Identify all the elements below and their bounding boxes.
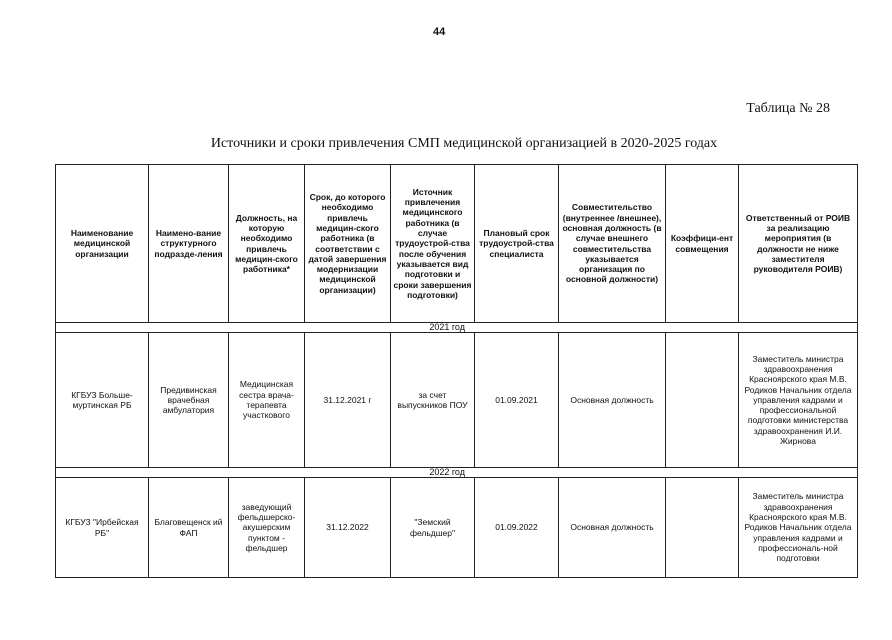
year-row-2021 xyxy=(56,323,858,333)
header-position: Должность, на которую необходимо привлечь медицин-ского работника* xyxy=(229,165,305,323)
header-combination: Совместительство (внутреннее /внешнее), основная должность (в случае внешнего совместительства указывается организация по основной должности) xyxy=(559,165,666,323)
cell-source: "Земский фельдшер" xyxy=(391,478,475,578)
header-deadline: Срок, до которого необходимо привлечь медицин-ского работника (в соответствии с датой завершения модернизации медицинской организации) xyxy=(305,165,391,323)
table-label: Таблица № 28 xyxy=(746,101,830,116)
cell-source: за счет выпускников ПОУ xyxy=(391,333,475,468)
year-label: 2022 год xyxy=(56,468,858,478)
cell-position: Медицинская сестра врача-терапевта участкового xyxy=(229,333,305,468)
cell-position: заведующий фельдшерско-акушерским пунктом - фельдшер xyxy=(229,478,305,578)
header-row xyxy=(56,165,858,323)
header-organization: Наименование медицинской организации xyxy=(56,165,149,323)
table-row xyxy=(56,478,858,578)
table-row xyxy=(56,333,858,468)
cell-responsible: Заместитель министра здравоохранения Красноярского края М.В. Родиков Начальник отдела управления кадрами и профессиональ-ной подготовки xyxy=(739,478,858,578)
year-label: 2021 год xyxy=(56,323,858,333)
cell-combination: Основная должность xyxy=(559,333,666,468)
cell-planned-date: 01.09.2021 xyxy=(475,333,559,468)
header-coefficient: Коэффици-ент совмещения xyxy=(666,165,739,323)
year-row-2022 xyxy=(56,468,858,478)
header-responsible: Ответственный от РОИВ за реализацию мероприятия (в должности не ниже заместителя руководителя РОИВ) xyxy=(739,165,858,323)
cell-planned-date: 01.09.2022 xyxy=(475,478,559,578)
cell-organization: КГБУЗ Больше-муртинская РБ xyxy=(56,333,149,468)
staffing-table xyxy=(55,164,858,578)
header-source: Источник привлечения медицинского работника (в случае трудоустрой-ства после обучения указывается вид подготовки и сроки завершения подготовки) xyxy=(391,165,475,323)
cell-combination: Основная должность xyxy=(559,478,666,578)
table-title xyxy=(0,136,892,152)
cell-deadline: 31.12.2022 xyxy=(305,478,391,578)
header-planned-date: Плановый срок трудоустрой-ства специалиста xyxy=(475,165,559,323)
cell-responsible: Заместитель министра здравоохранения Красноярского края М.В. Родиков Начальник отдела управления кадрами и профессиональной подготовки министерства здравоохранения И.И. Жирнова xyxy=(739,333,858,468)
page-number: 44 xyxy=(433,26,446,38)
cell-coefficient xyxy=(666,333,739,468)
cell-unit: Предивинская врачебная амбулатория xyxy=(149,333,229,468)
header-unit: Наимено-вание структурного подразде-ления xyxy=(149,165,229,323)
cell-deadline: 31.12.2021 г xyxy=(305,333,391,468)
cell-organization: КГБУЗ "Ирбейская РБ" xyxy=(56,478,149,578)
cell-coefficient xyxy=(666,478,739,578)
cell-unit: Благовещенск ий ФАП xyxy=(149,478,229,578)
table-title-text: Источники и сроки привлечения СМП медицинской организацией в 2020-2025 годах xyxy=(210,136,718,151)
